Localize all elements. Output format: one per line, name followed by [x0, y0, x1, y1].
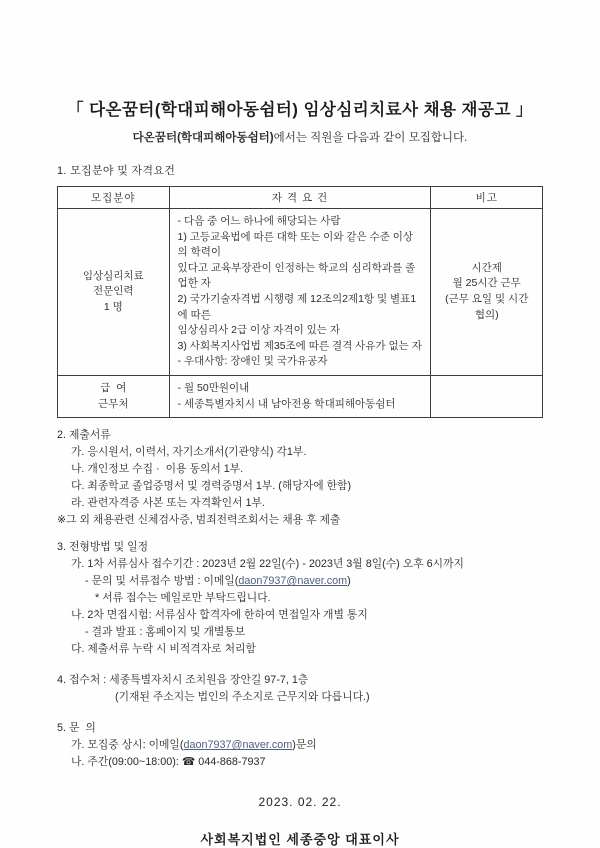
- doc-subtitle-org: 다온꿈터(학대피해아동쉼터): [132, 132, 274, 144]
- section2: [57, 427, 543, 529]
- list-item: 나. 주간(09:00~18:00): ☎ 044-868-7937: [71, 756, 266, 769]
- cell-position-field: 임상심리치료 전문인력 1 명: [58, 209, 170, 376]
- cell-position-qualifications: - 다음 중 어느 하나에 해당되는 사람 1) 고등교육법에 따른 대학 또는 이와 같은 수준 이상의 학력이 있다고 교육부장관이 인정하는 학교의 심리학과를 졸업한 자 2) 국가기술자격법 시행령 제 12조의2제1항 및 별표1에 따른 임상심리사 2급 이상 자격이 있는 자 3) 사회복지사업법 제35조에 따른 결격 사유가 없는 자 - 우대사항: 장애인 및 국가유공자: [169, 209, 431, 376]
- recruitment-table: [57, 186, 543, 418]
- cell-salary-field: 급 여 근무처: [58, 375, 170, 417]
- section4-address: 4. 접수처 : 세종특별자치시 조치원읍 장안길 97-7, 1층: [57, 674, 309, 687]
- list-item: 다. 제출서류 누락 시 비적격자로 처리함: [71, 643, 256, 656]
- phone-icon: ☎: [181, 756, 196, 769]
- section5: [57, 720, 543, 771]
- doc-title: 「 다온꿈터(학대피해아동쉼터) 임상심리치료사 채용 재공고 」: [67, 101, 533, 119]
- table-header-row: [58, 187, 543, 209]
- section3: [57, 539, 543, 658]
- section4-address-note: (기재된 주소지는 법인의 주소지로 근무지와 다릅니다.): [115, 691, 370, 704]
- section5-heading: 5. 문 의: [57, 722, 96, 735]
- section1-heading: 1. 모집분야 및 자격요건: [57, 165, 176, 177]
- section3-heading: 3. 전형방법 및 일정: [57, 541, 149, 554]
- doc-date: 2023. 02. 22.: [258, 795, 342, 810]
- cell-position-note: 시간제 월 25시간 근무 (근무 요일 및 시간 협의): [431, 209, 543, 376]
- cell-salary-qualifications: - 월 50만원이내 - 세종특별자치시 내 남아전용 학대피해아동쉼터: [169, 375, 431, 417]
- doc-subtitle: [57, 129, 543, 145]
- cell-salary-note: [431, 375, 543, 417]
- section2-heading: 2. 제출서류: [57, 429, 111, 442]
- col-header-qualifications: 자 격 요 건: [169, 187, 431, 209]
- table-row-salary: [58, 375, 543, 417]
- list-item: 나. 2차 면접시험: 서류심사 합격자에 한하여 면접일자 개별 통지: [71, 609, 368, 622]
- list-item: - 문의 및 서류접수 방법 : 이메일(daon7937@naver.com): [85, 575, 351, 588]
- doc-organization: 사회복지법인 세종중앙 대표이사: [200, 832, 400, 848]
- list-item: 가. 응시원서, 이력서, 자기소개서(기관양식) 각1부.: [71, 446, 307, 459]
- list-item: 다. 최종학교 졸업증명서 및 경력증명서 1부. (해당자에 한함): [71, 480, 352, 493]
- email-link[interactable]: daon7937@naver.com: [238, 575, 348, 588]
- list-item: 라. 관련자격증 사본 또는 자격확인서 1부.: [71, 497, 265, 510]
- list-item: 나. 개인정보 수집 · 이용 동의서 1부.: [71, 463, 244, 476]
- phone-number: 044-868-7937: [195, 756, 266, 769]
- col-header-field: 모집분야: [58, 187, 170, 209]
- col-header-note: 비고: [431, 187, 543, 209]
- doc-subtitle-rest: 에서는 직원을 다음과 같이 모집합니다.: [273, 132, 468, 144]
- list-item: - 결과 발표 : 홈페이지 및 개별통보: [85, 626, 246, 639]
- section2-note: ※그 외 채용관련 신체검사증, 범죄전력조회서는 채용 후 제출: [57, 514, 341, 527]
- list-item: 가. 모집중 상시: 이메일(daon7937@naver.com)문의: [71, 739, 317, 752]
- section4: [57, 672, 543, 706]
- list-item: * 서류 접수는 메일로만 부탁드립니다.: [95, 592, 271, 605]
- list-item: 가. 1차 서류심사 접수기간 : 2023년 2월 22일(수) - 2023년 3월 8일(수) 오후 6시까지: [71, 558, 464, 571]
- email-link[interactable]: daon7937@naver.com: [183, 739, 293, 752]
- table-row-position: [58, 209, 543, 376]
